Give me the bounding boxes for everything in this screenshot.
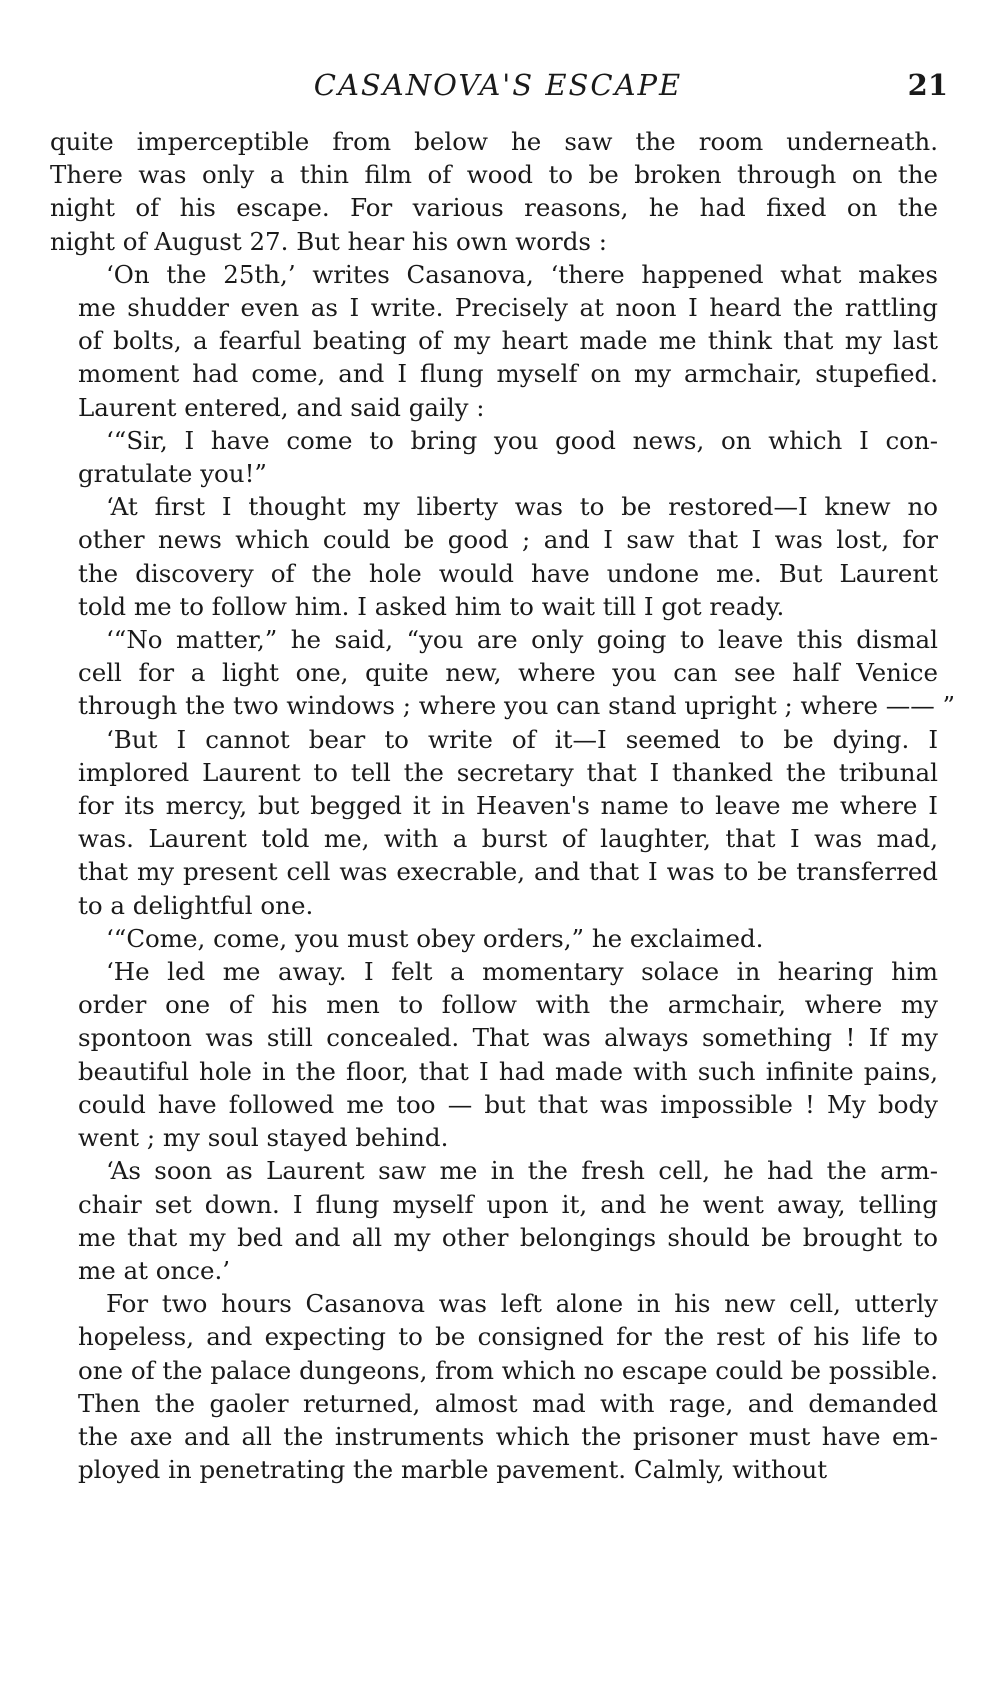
text-line: For two hours Casanova was left alone in his new cell, utterly [106,1289,938,1319]
body-text [50,125,956,1486]
paragraph [50,258,938,424]
text-line: quite imperceptible from below he saw the room underneath. [50,127,938,156]
text-line: other news which could be good ; and I saw that I was lost, for [78,525,938,555]
text-line: There was only a thin film of wood to be broken through on the [50,160,938,190]
paragraph [50,723,938,922]
text-line: for its mercy, but begged it in Heaven's name to leave me where I [78,791,938,821]
text-line: night of his escape. For various reasons, he had fixed on the [50,193,938,223]
paragraph [50,490,938,623]
text-line: moment had come, and I flung myself on my armchair, stupefied. [78,359,938,389]
text-line: through the two windows ; where you can stand upright ; where —— ” [78,691,956,721]
text-line: implored Laurent to tell the secretary that I thanked the tribunal [78,757,938,787]
text-line: went ; my soul stayed behind. [78,1123,449,1153]
text-line: me at once.’ [78,1255,231,1285]
text-line: one of the palace dungeons, from which no escape could be possible. [78,1355,939,1385]
paragraph [50,922,938,955]
paragraph [50,125,938,258]
paragraph [50,1154,938,1287]
text-line: that my present cell was execrable, and that I was to be transferred [78,857,938,887]
text-line: ‘“No matter,” he said, “you are only going to leave this dismal [106,625,938,655]
text-line: to a delightful one. [78,890,314,920]
text-line: the discovery of the hole would have undone me. But Laurent [78,558,938,588]
text-line: hopeless, and expecting to be consigned for the rest of his life to [78,1322,938,1352]
text-line: ‘As soon as Laurent saw me in the fresh cell, he had the arm- [106,1156,938,1186]
text-line: ‘But I cannot bear to write of it—I seemed to be dying. I [106,724,938,754]
paragraph [50,424,938,490]
text-line: chair set down. I flung myself upon it, and he went away, telling [78,1189,938,1219]
text-line: spontoon was still concealed. That was always something ! If my [78,1023,938,1053]
page-number: 21 [907,68,948,102]
paragraph [50,1287,938,1486]
text-line: cell for a light one, quite new, where you can see half Venice [78,658,938,688]
text-line: ‘“Sir, I have come to bring you good news, on which I con- [106,425,938,455]
text-line: ‘He led me away. I felt a momentary solace in hearing him [106,957,938,987]
page-header [48,64,948,108]
text-line: could have followed me too — but that was impossible ! My body [78,1089,938,1119]
text-line: ‘At first I thought my liberty was to be restored—I knew no [106,492,938,522]
text-line: ‘“Come, come, you must obey orders,” he exclaimed. [106,923,764,953]
running-title: CASANOVA'S ESCAPE [313,68,683,102]
text-line: the axe and all the instruments which the prisoner must have em- [78,1421,938,1451]
text-line: me that my bed and all my other belongings should be brought to [78,1222,938,1252]
text-line: order one of his men to follow with the armchair, where my [78,990,938,1020]
text-line: me shudder even as I write. Precisely at noon I heard the rattling [78,293,938,323]
text-line: Then the gaoler returned, almost mad with rage, and demanded [78,1388,938,1418]
paragraph [50,955,938,1154]
text-line: gratulate you!” [78,459,267,489]
text-line: was. Laurent told me, with a burst of laughter, that I was mad, [78,824,938,854]
text-line: Laurent entered, and said gaily : [78,392,485,422]
text-line: beautiful hole in the floor, that I had made with such infinite pains, [78,1056,938,1086]
text-line: told me to follow him. I asked him to wait till I got ready. [78,591,785,621]
paragraph [50,623,956,723]
text-line: ‘On the 25th,’ writes Casanova, ‘there happened what makes [106,259,938,289]
text-line: ployed in penetrating the marble pavement. Calmly, without [78,1455,828,1485]
text-line: night of August 27. But hear his own words : [50,226,608,256]
text-line: of bolts, a fearful beating of my heart made me think that my last [78,326,938,356]
